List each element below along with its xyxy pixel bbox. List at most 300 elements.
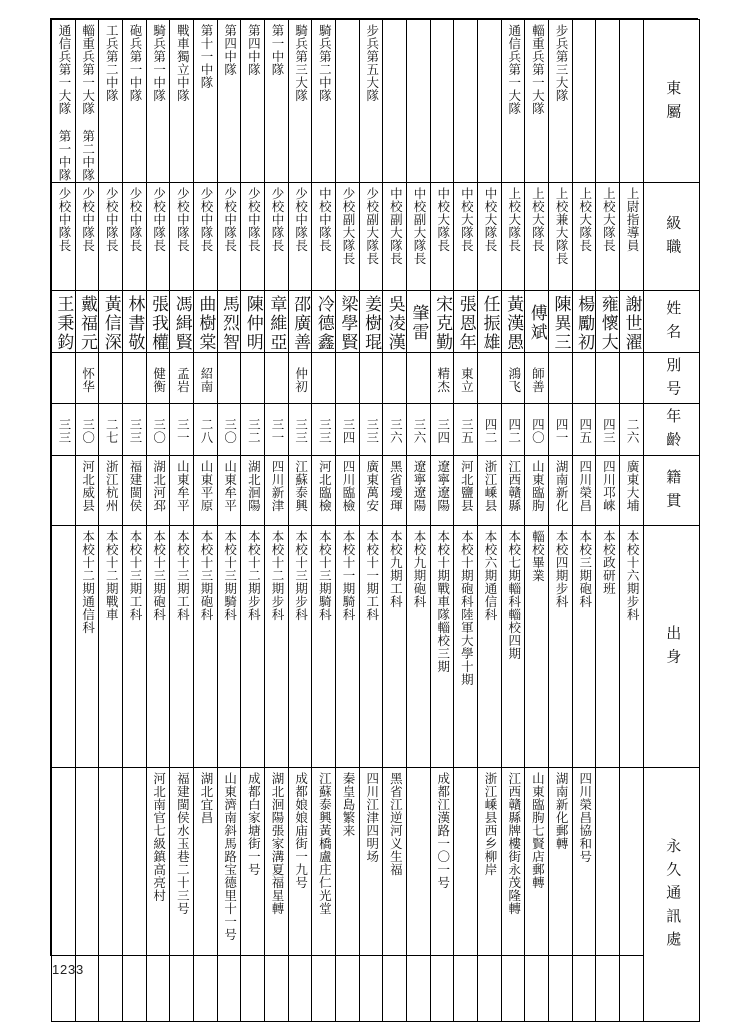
origin-text: 浙江嵊县 [483, 459, 498, 512]
cell-education [336, 525, 360, 767]
header-education [643, 525, 699, 767]
cell-origin [383, 455, 407, 525]
unit-text: 工兵第二中隊 [104, 24, 119, 102]
cell-origin [312, 455, 336, 525]
age-text: 三〇 [151, 418, 166, 445]
cell-education [312, 525, 336, 767]
cell-rank [75, 182, 99, 290]
name-text: 謝世濯 [622, 294, 642, 352]
cell-education [596, 525, 620, 767]
unit-text: 騎兵第三大隊 [293, 24, 308, 102]
cell-address [620, 767, 644, 1021]
table-row [52, 455, 700, 525]
cell-origin [75, 455, 99, 525]
unit-text: 砲兵第一中隊 [127, 24, 142, 102]
rank-text: 上校大隊長 [577, 186, 592, 252]
age-text: 二八 [198, 418, 213, 445]
cell-education [620, 525, 644, 767]
cell-age [194, 404, 218, 456]
education-text: 本校十三期砲科 [198, 529, 213, 621]
cell-rank [549, 182, 573, 290]
cell-age [501, 404, 525, 456]
header-label-name: 姓名 [664, 299, 681, 347]
header-label-alias: 別号 [664, 356, 681, 404]
cell-rank [265, 182, 289, 290]
unit-text: 第四中隊 [246, 24, 261, 76]
cell-unit [383, 20, 407, 183]
origin-text: 河北威县 [80, 459, 95, 512]
cell-origin [288, 455, 312, 525]
cell-age [596, 404, 620, 456]
cell-age [312, 404, 336, 456]
origin-text: 湖南新化 [554, 459, 569, 512]
cell-address [336, 767, 360, 1021]
cell-age [75, 404, 99, 456]
cell-education [549, 525, 573, 767]
education-text: 本校十期戰車隊輜校三期 [435, 529, 450, 673]
rank-text: 少校中隊長 [246, 186, 261, 252]
cell-rank [123, 182, 147, 290]
cell-alias [99, 352, 123, 404]
address-text: 山東濟南斜馬路宝德里十一号 [222, 771, 237, 941]
cell-unit [123, 20, 147, 183]
cell-rank [359, 182, 383, 290]
origin-text: 福建閩侯 [127, 459, 142, 512]
address-text: 四川榮昌協和号 [577, 771, 592, 863]
name-text: 姜樹琨 [362, 294, 382, 352]
cell-education [52, 525, 76, 767]
name-text: 雍懷大 [598, 294, 618, 352]
name-text: 黃漢愚 [504, 294, 524, 352]
cell-address [217, 767, 241, 1021]
cell-age [359, 404, 383, 456]
cell-education [75, 525, 99, 767]
rank-text: 少校中隊長 [270, 186, 284, 252]
cell-rank [478, 182, 502, 290]
cell-education [383, 525, 407, 767]
cell-origin [99, 455, 123, 525]
cell-address [241, 767, 265, 1021]
cell-age [52, 404, 76, 456]
cell-unit [430, 20, 454, 183]
cell-rank [430, 182, 454, 290]
cell-unit [525, 20, 549, 183]
age-text: 三一 [270, 418, 284, 445]
cell-education [407, 525, 431, 767]
cell-name [170, 290, 194, 352]
cell-unit [288, 20, 312, 183]
name-text: 林書敬 [125, 294, 145, 352]
cell-alias [146, 352, 170, 404]
cell-origin [241, 455, 265, 525]
origin-text: 廣東大埔 [625, 459, 640, 512]
unit-text: 通信兵第一大隊 第一中隊 [56, 24, 71, 182]
age-text: 四三 [601, 418, 616, 445]
cell-education [265, 525, 289, 767]
cell-address [170, 767, 194, 1021]
age-text: 三四 [435, 418, 450, 445]
cell-alias [75, 352, 99, 404]
name-text: 陳仲明 [243, 294, 263, 352]
cell-name [99, 290, 123, 352]
cell-origin [501, 455, 525, 525]
cell-age [217, 404, 241, 456]
age-text: 三三 [127, 418, 142, 445]
table-row [52, 767, 700, 1021]
rank-text: 少校中隊長 [151, 186, 166, 252]
header-label-unit: 東屬 [664, 79, 681, 126]
cell-address [478, 767, 502, 1021]
table-row [52, 182, 700, 290]
education-text: 本校三期砲科 [577, 529, 592, 608]
age-text: 二七 [104, 418, 119, 445]
header-age [643, 404, 699, 456]
cell-rank [454, 182, 478, 290]
age-text: 三二 [246, 418, 261, 445]
name-text: 陳異三 [551, 294, 571, 352]
cell-age [265, 404, 289, 456]
age-text: 三一 [175, 418, 190, 445]
alias-text: 健衡 [151, 366, 166, 393]
cell-name [194, 290, 218, 352]
cell-alias [549, 352, 573, 404]
cell-name [525, 290, 549, 352]
rank-text: 少校中隊長 [293, 186, 308, 252]
header-rank [643, 182, 699, 290]
cell-name [383, 290, 407, 352]
name-text: 王秉鈞 [54, 294, 74, 352]
unit-text: 騎兵第二中隊 [317, 24, 332, 102]
alias-text: 東立 [459, 366, 474, 393]
cell-address [430, 767, 454, 1021]
name-text: 張我權 [149, 294, 169, 352]
header-label-address: 永久通訊處 [664, 838, 681, 955]
cell-rank [99, 182, 123, 290]
cell-age [549, 404, 573, 456]
age-text: 三三 [364, 418, 379, 445]
name-text: 肇雷 [409, 304, 429, 343]
alias-text: 鴻飞 [506, 366, 521, 393]
age-text: 四二 [483, 418, 498, 445]
education-text: 本校十三期工科 [127, 529, 142, 621]
education-text: 本校四期步科 [554, 529, 569, 608]
rank-text: 上校兼大隊長 [554, 186, 569, 265]
header-unit [643, 20, 699, 183]
cell-education [99, 525, 123, 767]
address-text: 成都娘娘庙街一九号 [293, 771, 308, 889]
origin-text: 遼寧遼陽 [412, 459, 427, 512]
origin-text: 四川榮昌 [577, 459, 592, 512]
cell-address [596, 767, 620, 1021]
cell-unit [312, 20, 336, 183]
unit-text: 騎兵第一中隊 [151, 24, 166, 102]
cell-name [146, 290, 170, 352]
origin-text: 山東牟平 [222, 459, 237, 512]
cell-education [241, 525, 265, 767]
origin-text: 山東牟平 [175, 459, 190, 512]
header-address [643, 767, 699, 1021]
cell-education [217, 525, 241, 767]
cell-age [407, 404, 431, 456]
cell-age [525, 404, 549, 456]
address-text: 秦皇島繁来 [341, 771, 356, 837]
address-text: 四川江津四明场 [364, 771, 379, 863]
cell-address [123, 767, 147, 1021]
cell-rank [312, 182, 336, 290]
cell-rank [146, 182, 170, 290]
cell-rank [383, 182, 407, 290]
cell-education [359, 525, 383, 767]
cell-name [430, 290, 454, 352]
unit-text: 第一中隊 [270, 24, 284, 76]
origin-text: 廣東萬安 [364, 459, 379, 512]
origin-text: 四川臨檢 [341, 459, 356, 512]
cell-unit [549, 20, 573, 183]
cell-alias [383, 352, 407, 404]
rank-text: 中校中隊長 [317, 186, 332, 252]
education-text: 本校十二期步科 [246, 529, 261, 621]
rank-text: 上尉指導員 [625, 186, 640, 252]
cell-age [430, 404, 454, 456]
address-text: 福建閩侯水玉巷二十三号 [175, 771, 190, 915]
cell-name [52, 290, 76, 352]
cell-address [454, 767, 478, 1021]
origin-text: 湖北洄陽 [246, 459, 261, 512]
origin-text: 江蘇泰興 [293, 459, 308, 512]
name-text: 章維亞 [267, 294, 287, 352]
header-name [643, 290, 699, 352]
rank-text: 上校大隊長 [530, 186, 545, 252]
cell-rank [572, 182, 596, 290]
cell-name [549, 290, 573, 352]
age-text: 三六 [412, 418, 427, 445]
origin-text: 河北臨檢 [317, 459, 332, 512]
cell-alias [312, 352, 336, 404]
education-text: 本校十三期砲科 [151, 529, 166, 621]
table-row [52, 20, 700, 183]
cell-origin [572, 455, 596, 525]
cell-unit [99, 20, 123, 183]
rank-text: 少校中隊長 [175, 186, 190, 252]
cell-name [501, 290, 525, 352]
cell-alias [596, 352, 620, 404]
origin-text: 黑省璦琿 [388, 459, 403, 512]
header-label-origin: 籍貫 [664, 468, 681, 516]
cell-unit [194, 20, 218, 183]
cell-origin [478, 455, 502, 525]
origin-text: 湖北河邳 [151, 459, 166, 512]
education-text: 本校十三期騎科 [317, 529, 332, 621]
cell-age [620, 404, 644, 456]
table-row [52, 404, 700, 456]
header-alias [643, 352, 699, 404]
cell-age [288, 404, 312, 456]
cell-origin [170, 455, 194, 525]
cell-age [572, 404, 596, 456]
cell-age [241, 404, 265, 456]
cell-address [383, 767, 407, 1021]
cell-origin [217, 455, 241, 525]
age-text: 四五 [577, 418, 592, 445]
cell-education [430, 525, 454, 767]
alias-text: 怀华 [80, 366, 95, 393]
cell-name [288, 290, 312, 352]
address-text: 江西贛縣牌樓街永茂隆轉 [506, 771, 521, 915]
cell-age [170, 404, 194, 456]
cell-age [99, 404, 123, 456]
rank-text: 少校副大隊長 [364, 186, 379, 265]
education-text: 本校十六期步科 [625, 529, 640, 621]
address-text: 河北南官七級鎮高亮村 [151, 771, 166, 902]
alias-text: 精杰 [435, 366, 450, 393]
cell-education [525, 525, 549, 767]
cell-alias [501, 352, 525, 404]
cell-origin [549, 455, 573, 525]
education-text: 本校七期輜科輜校四期 [506, 529, 521, 660]
cell-rank [217, 182, 241, 290]
age-text: 三三 [56, 418, 71, 445]
cell-unit [407, 20, 431, 183]
cell-alias [194, 352, 218, 404]
cell-education [288, 525, 312, 767]
address-text: 成都江漢路一〇一号 [435, 771, 450, 889]
cell-alias [454, 352, 478, 404]
cell-origin [146, 455, 170, 525]
cell-name [123, 290, 147, 352]
cell-name [312, 290, 336, 352]
cell-name [454, 290, 478, 352]
roster-grid [51, 19, 700, 1022]
header-label-age: 年齡 [664, 408, 681, 455]
address-text: 成都白家塘街一号 [246, 771, 261, 876]
cell-unit [265, 20, 289, 183]
cell-alias [265, 352, 289, 404]
name-text: 宋克勤 [433, 294, 453, 352]
cell-age [383, 404, 407, 456]
education-text: 本校政研班 [601, 529, 616, 595]
cell-unit [454, 20, 478, 183]
header-label-rank: 級職 [664, 214, 681, 262]
cell-education [572, 525, 596, 767]
header-label-education: 出身 [664, 624, 681, 672]
cell-rank [501, 182, 525, 290]
table-row [52, 290, 700, 352]
origin-text: 河北鹽县 [459, 459, 474, 512]
cell-unit [336, 20, 360, 183]
cell-alias [288, 352, 312, 404]
cell-alias [572, 352, 596, 404]
cell-origin [620, 455, 644, 525]
education-text: 本校十三期步科 [293, 529, 308, 621]
education-text: 本校十二期戰車 [104, 529, 119, 621]
table-row [52, 352, 700, 404]
education-text: 本校六期通信科 [483, 529, 498, 621]
name-text: 邵廣善 [291, 294, 311, 352]
rank-text: 中校副大隊長 [412, 186, 427, 265]
cell-education [478, 525, 502, 767]
cell-education [454, 525, 478, 767]
name-text: 黃信深 [101, 294, 121, 352]
cell-name [336, 290, 360, 352]
name-text: 馮緝賢 [172, 294, 192, 352]
cell-alias [478, 352, 502, 404]
education-text: 本校十期砲科陸軍大學十期 [459, 529, 474, 686]
cell-unit [478, 20, 502, 183]
cell-alias [620, 352, 644, 404]
cell-rank [52, 182, 76, 290]
cell-alias [217, 352, 241, 404]
education-text: 本校十一期騎科 [341, 529, 356, 621]
rank-text: 少校中隊長 [56, 186, 71, 252]
origin-text: 四川邛崍 [601, 459, 616, 512]
age-text: 三〇 [222, 418, 237, 445]
roster-table [50, 18, 698, 956]
cell-alias [359, 352, 383, 404]
education-text: 本校十三期工科 [175, 529, 190, 621]
age-text: 三〇 [80, 418, 95, 445]
cell-rank [596, 182, 620, 290]
education-text: 本校十二期步科 [270, 529, 284, 621]
rank-text: 中校大隊長 [483, 186, 498, 252]
rank-text: 上校大隊長 [506, 186, 521, 252]
cell-origin [194, 455, 218, 525]
cell-name [596, 290, 620, 352]
cell-address [407, 767, 431, 1021]
cell-education [194, 525, 218, 767]
rank-text: 少校中隊長 [80, 186, 95, 252]
unit-text: 輜重兵第一大隊 第二中隊 [80, 24, 95, 182]
cell-alias [52, 352, 76, 404]
education-text: 本校十三期騎科 [222, 529, 237, 621]
alias-text: 孟岩 [175, 366, 190, 393]
cell-address [501, 767, 525, 1021]
cell-origin [123, 455, 147, 525]
education-text: 本校十二期通信科 [80, 529, 95, 634]
cell-alias [241, 352, 265, 404]
cell-unit [146, 20, 170, 183]
age-text: 三三 [317, 418, 332, 445]
alias-text: 師善 [530, 366, 545, 393]
cell-address [52, 767, 76, 1021]
address-text: 黑省江逆河义生福 [388, 771, 403, 876]
cell-unit [170, 20, 194, 183]
age-text: 三六 [388, 418, 403, 445]
cell-unit [75, 20, 99, 183]
cell-name [359, 290, 383, 352]
cell-name [75, 290, 99, 352]
cell-rank [336, 182, 360, 290]
origin-text: 山東臨朐 [530, 459, 545, 512]
cell-age [146, 404, 170, 456]
cell-unit [241, 20, 265, 183]
cell-alias [525, 352, 549, 404]
origin-text: 遼寧遼陽 [435, 459, 450, 512]
cell-address [549, 767, 573, 1021]
cell-origin [359, 455, 383, 525]
age-text: 四二 [506, 418, 521, 445]
cell-age [336, 404, 360, 456]
cell-unit [217, 20, 241, 183]
name-text: 馬烈智 [220, 294, 240, 352]
cell-unit [501, 20, 525, 183]
age-text: 四一 [554, 418, 569, 445]
cell-alias [430, 352, 454, 404]
cell-unit [572, 20, 596, 183]
cell-rank [241, 182, 265, 290]
age-text: 三三 [293, 418, 308, 445]
unit-text: 步兵第三大隊 [554, 24, 569, 102]
rank-text: 少校中隊長 [198, 186, 213, 252]
